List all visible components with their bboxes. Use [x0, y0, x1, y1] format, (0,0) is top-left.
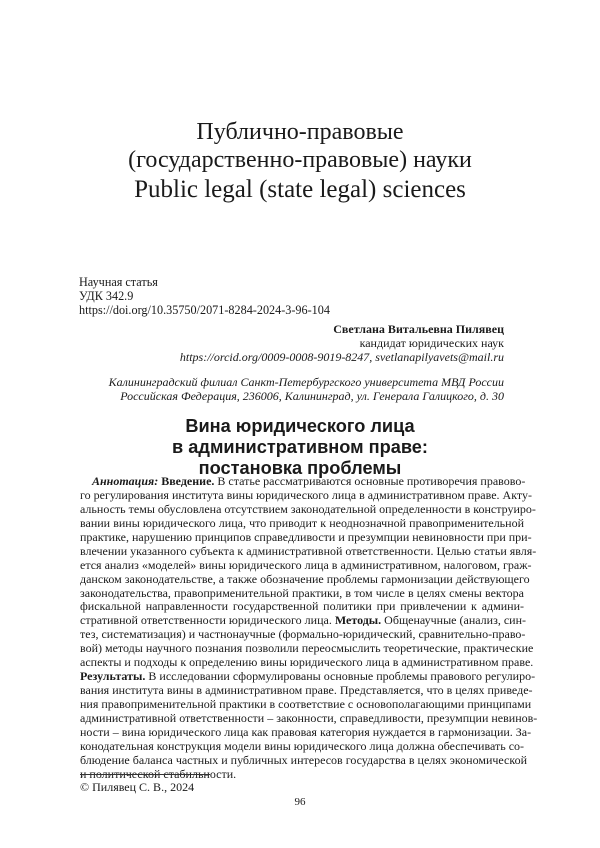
abstract-line: конодательная конструкция модели вины юридического лица должна обеспечивать со- — [80, 738, 525, 753]
author-affiliation: Калининградский филиал Санкт-Петербургского университета МВД России — [108, 375, 504, 389]
doi-link[interactable]: https://doi.org/10.35750/2071-8284-2024-3-96-104 — [79, 303, 330, 317]
abstract-line: влечении указанного субъекта к административной ответственности. Целью статьи явля- — [80, 543, 537, 558]
abstract-line: практике, нарушению принципов справедливости и презумпции невиновности при при- — [80, 529, 532, 544]
abstract-line: законодательства, правоприменительной практики, в том числе в целях смены вектора — [80, 585, 524, 600]
abstract-line: Аннотация: Введение. В статье рассматриваются основные противоречия правово- — [92, 474, 526, 488]
section-heading-english: Public legal (state legal) sciences — [134, 176, 466, 203]
abstract — [80, 474, 538, 782]
abstract-line: вой) методы научного познания позволили переосмыслить теоретические, практические — [80, 641, 534, 656]
author-orcid-email[interactable]: https://orcid.org/0009-0008-9019-8247, svetlanapilyavets@mail.ru — [179, 350, 504, 364]
abstract-line: альность темы обусловлена отсутствием законодательной определенности в конструиро- — [80, 501, 536, 516]
abstract-line: данском законодательстве, а также обозначение проблемы гармонизации действующего — [80, 571, 530, 586]
copyright-notice: © Пилявец С. В., 2024 — [80, 780, 195, 794]
article-type: Научная статья — [79, 275, 158, 289]
article-title-line1: Вина юридического лица — [185, 416, 415, 436]
abstract-line: блюдение баланса частных и публичных интересов государства в целях экономической — [80, 752, 527, 767]
abstract-line: тез, систематизация) и частнонаучные (формально-юридический, сравнительно-право- — [80, 627, 526, 642]
abstract-line: Результаты. В исследовании сформулированы основные проблемы правового регулиро- — [80, 669, 536, 684]
author-name: Светлана Витальевна Пилявец — [333, 322, 504, 336]
udc-code: УДК 342.9 — [79, 289, 134, 303]
abstract-line: ется анализ «моделей» вины юридического лица в административном, налоговом, граж- — [80, 557, 532, 572]
abstract-line: фискальной направленности государственной политики при привлечении к админи- — [80, 599, 524, 614]
abstract-line: вании вины юридического лица, что приводит к неоднозначной правоприменительной — [80, 515, 524, 530]
author-degree: кандидат юридических наук — [359, 336, 504, 350]
intro-label: Введение. — [161, 474, 215, 488]
methods-label: Методы. — [334, 613, 382, 628]
abstract-line: вания института вины в административном праве. Представляется, что в целях приведе- — [80, 683, 533, 698]
annotation-label: Аннотация: — [92, 474, 159, 488]
footnote-divider — [80, 774, 210, 775]
abstract-line: аспекты и подходы к определению вины юридического лица в административном праве. — [80, 655, 534, 670]
section-heading-line1: Публично-правовые — [196, 119, 404, 145]
section-heading-line2: (государственно-правовые) науки — [128, 147, 472, 173]
abstract-line: ности – вина юридического лица как правовая категория нуждается в гармонизации. За- — [80, 724, 532, 739]
page-number: 96 — [294, 796, 306, 808]
article-title-line3: постановка проблемы — [198, 458, 402, 478]
abstract-line: го регулирования института вины юридического лица в административном праве. Акту- — [80, 487, 532, 502]
abstract-line: и политической стабильности. — [80, 766, 237, 781]
author-address: Российская Федерация, 236006, Калининград, ул. Генерала Галицкого, д. 30 — [120, 389, 504, 403]
abstract-line: ния правоприменительной практики в соответствие с основополагающими принципами — [80, 697, 532, 711]
abstract-line: стративной ответственности юридического лица. Методы. Общенаучные (анализ, син- — [80, 613, 526, 628]
article-title-line2: в административном праве: — [172, 437, 428, 457]
abstract-line: административной ответственности – законности, справедливости, презумпции невинов- — [80, 710, 538, 725]
results-label: Результаты. — [80, 669, 146, 684]
